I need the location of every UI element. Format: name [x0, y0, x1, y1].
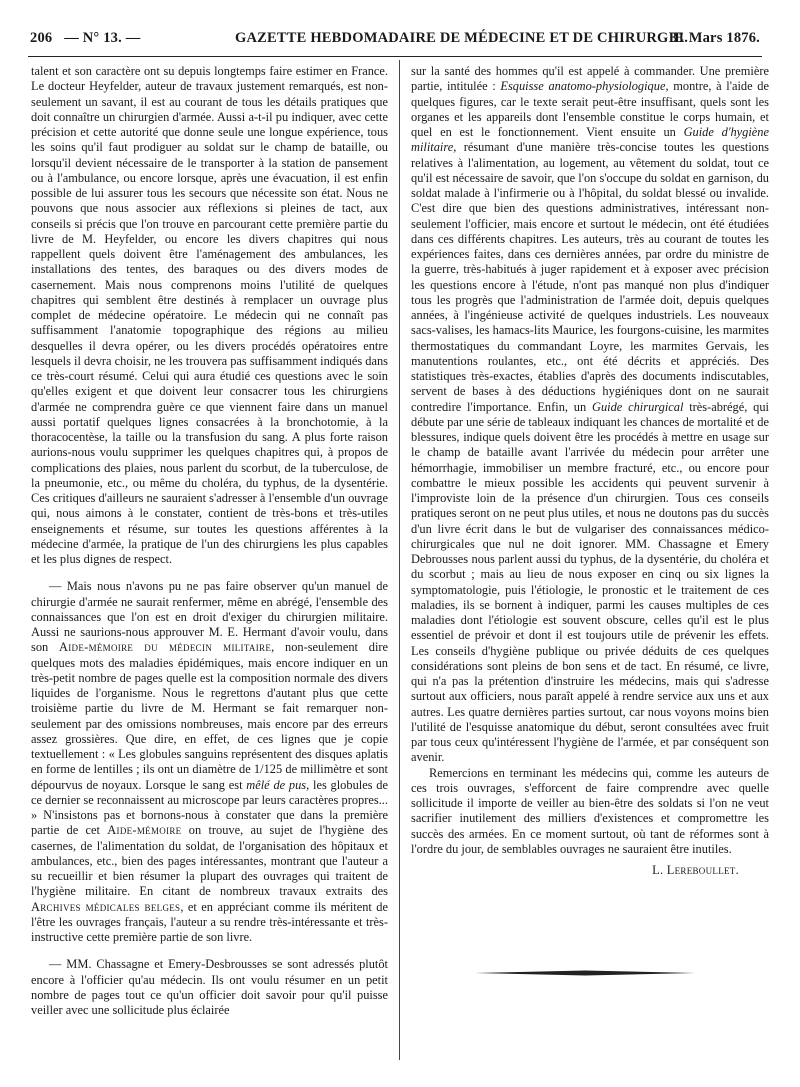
author-signature: L. Lereboullet. [652, 863, 739, 877]
journal-reference: Archives médicales belges [31, 899, 181, 914]
paragraph-hermant-review: — Mais nous n'avons pu ne pas faire observer qu'un manuel de chirurgie d'armée ne saurait renfermer, même en abrégé, l'ensemble des connaissances que l'on est en droit d'exiger du chirurgien militaire. Aussi ne saurions-nous approuver M. E. Hermant d'avoir voulu, dans son Aide-mémoire du médecin militaire, non-seulement dire quelques mots des maladies épidémiques, mais encore indiquer en un très-petit nombre de pages quelle est la composition normale des divers liquides de l'organisme. Nous le regrettons d'autant plus que cette troisième partie du livre de M. Hermant se fait remarquer non-seulement par des omissions nombreuses, mais encore par des erreurs assez grossières. Que dire, en effet, de ces lignes que je copie textuellement : « Les globules sanguins représentent des disques aplatis en forme de lentilles ; ils ont un diamètre de 1/125 de millimètre et sont dépourvus de noyaux. Lorsque le sang est mêlé de pus, les globules de ce dernier se reconnaissent au microscope par leurs caractères propres... » N'insistons pas et bornons-nous à constater que dans la première partie de cet Aide-mémoire on trouve, au sujet de l'hygiène des casernes, de l'alimentation du soldat, de l'organisation des hôpitaux et ambulances, etc., bien des pages intéressantes, montrant que l'auteur a su recueillir et bien résumer la plupart des ouvrages qui traitent de l'hygiène militaire. En citant de nombreux travaux extraits des Archives médicales belges, et en appréciant comme ils méritent de l'être les ouvrages français, l'auteur a su rendre très-intéressante et très-instructive cette première partie de son livre. [31, 579, 389, 944]
issue-number: — N° 13. — [64, 30, 141, 46]
end-ornament-rule [475, 968, 695, 978]
right-column [411, 64, 769, 878]
paragraph-conclusion: Remercions en terminant les médecins qui, comme les auteurs de ces trois ouvrages, s'efforcent de faire comprendre avec quelle sollicitude il importe de veiller au bien-être des soldats si l'on ne veut sacrifier inutilement des milliers d'existences et compromettre les succès des armées. En ce moment surtout, où tant de réformes sont à l'ordre du jour, de semblables ouvrages ne sauraient être inutiles. [411, 765, 769, 856]
section-title: Guide chirurgical [592, 399, 684, 414]
paragraph-chassagne-review-start: — MM. Chassagne et Emery-Desbrousses se sont adressés plutôt encore à l'officier qu'au médecin. Ils ont voulu résumer en un petit nombre de pages tout ce qu'un officier doit savoir pour qu'il puisse veiller avec une sollicitude plus éclairée [31, 957, 388, 1017]
journal-title: GAZETTE HEBDOMADAIRE DE MÉDECINE ET DE CHIRURGIE. [235, 30, 689, 46]
paragraph-heyfelder-review: talent et son caractère ont su depuis longtemps faire estimer en France. Le docteur Heyfelder, auteur de travaux justement remarqués, est non-seulement un savant, il est au courant de tous les détails pratiques que doit connaître un chirurgien d'armée. Aussi a-t-il pu indiquer, avec cette précision et cette autorité que donne seule une longue expérience, tous les soins qu'il faut prodiguer au soldat sur le champ de bataille, ou lorsqu'il devient nécessaire de le transporter à la station de pansement ou à l'ambulance, ou encore lorsque, après une évacuation, il est enfin possible de lui assurer tous les secours que nécessite son état. Nous ne pouvons que nous associer aux réflexions si pleines de tact, aux conseils si précis que l'on trouve en parcourant cette première partie du livre de M. Heyfelder, ou encore les divers chapitres qui nous rappellent quels doivent être l'aménagement des ambulances, les installations des tentes, des baraques ou des divers modes de casernement. Mais nous comprenons moins l'utilité de quelques chapitres qui semblent être destinés à remplacer un ouvrage plus complet de médecine opératoire. Le médecin qui ne connaît pas suffisamment l'anatomie topographique des régions au milieu desquelles il devra opérer, ou les divers procédés opératoires entre lesquels il devra choisir, ne les trouvera pas suffisamment indiqués dans ce très-court résumé. Celui qui aura étudié ces questions avec le soin qu'elles exigent et que doivent leur consacrer tous les chirurgiens d'armée ne comprendra guère ce que viennent faire dans un manuel aussi portatif quelques lignes consacrées à la bronchotomie, à la thoracocentèse, la taille ou la transfusion du sang. A plus forte raison aurions-nous voulu supprimer les quelques chapitres qui, à propos de complications des plaies, nous parlent du scorbut, de la tuberculose, de la pneumonie, etc., ou même du choléra, du typhus, de la dysentérie. Ces critiques d'ailleurs ne sauraient s'adresser à l'ensemble d'un ouvrage qui, nous aimons à le constater, contient de très-bons et très-utiles enseignements et résume, sur toutes les questions afférentes à la médecine d'armée, la pratique de l'un des chirurgiens les plus capables et les plus dignes de respect. [31, 64, 388, 566]
page-number: 206 [30, 30, 53, 46]
book-title: Aide-mémoire [107, 823, 182, 838]
running-header [30, 30, 760, 52]
section-title: Guide d'hygiène militaire [411, 125, 769, 155]
column-divider [399, 60, 400, 1060]
section-title: Esquisse anatomo-physiologique [500, 79, 666, 94]
header-rule [28, 56, 762, 57]
book-title: Aide-mémoire du médecin militaire [59, 640, 272, 655]
page-number-and-issue [30, 30, 140, 47]
left-column [31, 64, 388, 1018]
paragraph-chassagne-review-continued: sur la santé des hommes qu'il est appelé à commander. Une première partie, intitulée : Esquisse anatomo-physiologique, montre, à l'aide de quelques figures, car le texte serait peut-être insuffisant, quels sont les organes et les appareils dont l'ensemble constitue le corps humain, et quel en est le fonctionnement. Vient ensuite un Guide d'hygiène militaire, résumant d'une manière très-concise toutes les questions relatives à l'alimentation, au logement, au vêtement du soldat, tout ce qu'il est nécessaire de savoir, que l'on s'occupe du soldat en garnison, du soldat malade à l'infirmerie ou à l'hôpital, du soldat blessé ou invalide. C'est dire que bien des questions administratives, intéressant non-seulement l'officier, mais encore et surtout le médecin, ont été étudiées dans ces différents chapitres. Les auteurs, très au courant de toutes les expériences faites, dans ces dernières années, par ordre du ministre de la guerre, très-habitués à juger rapidement et à exposer avec précision les questions encore à l'étude, n'ont pas manqué non plus d'indiquer tous les progrès que l'administration de l'armée doit, depuis quelques années, à l'ingénieuse activité de quelques industriels. Les nouveaux sacs-valises, les hamacs-lits Maurice, les fourgons-cuisine, les marmites thermostatiques du commandant Loyre, les marmites Gervais, les manutentions roulantes, etc., ont été décrits et appréciés. Des statistiques très-exactes, établies d'après des documents indiscutables, servent de bases à des déductions hygiéniques dont on ne saurait contredire l'importance. Enfin, un Guide chirurgical très-abrégé, qui débute par une série de tableaux indiquant les chances de mortalité et de blessures, indique quels doivent être les procédés à mettre en usage sur le champ de bataille avant l'arrivée du médecin pour arrêter une hémorrhagie, immobiliser un membre fracturé, etc., ou encore pour combattre le mieux possible les accidents qui peuvent survenir à l'improviste loin de la présence d'un chirurgien. Tous ces conseils pratiques seront on ne peut plus utiles, et nous ne doutons pas du succès d'un livre écrit dans le but de vulgariser des connaissances médico-chirurgicales que nul ne doit ignorer. MM. Chassagne et Emery Debrousses nous parlent aussi du typhus, de la dysentérie, du choléra et du scorbut ; mais au lieu de nous exposer en cinq ou six lignes la symptomatologie, puis l'étiologie, le pronostic et le traitement de ces maladies, ils se bornent à indiquer, parmi les causes multiples de ces maladies dont l'étiologie est souvent obscure, celles qu'il est le plus essentiel de prévoir et dont il est toujours utile de prévenir les effets. Les conseils d'hygiène publique ou privée déduits de ces quelques considérations sont pleins de bon sens et de tact. En résumé, ce livre, qui n'a pas la prétention d'instruire les médecins, mais qui s'adresse surtout aux officiers, nous paraît appelé à rendre service aux uns et aux autres. Les quatre dernières parties surtout, car nous voyons moins bien l'utilité de l'esquisse anatomique du début, seront consultées avec fruit par tous ceux qu'intéressent l'hygiène de l'armée, et par conséquent son avenir. [411, 64, 769, 765]
issue-date: 31 Mars 1876. [670, 30, 760, 46]
